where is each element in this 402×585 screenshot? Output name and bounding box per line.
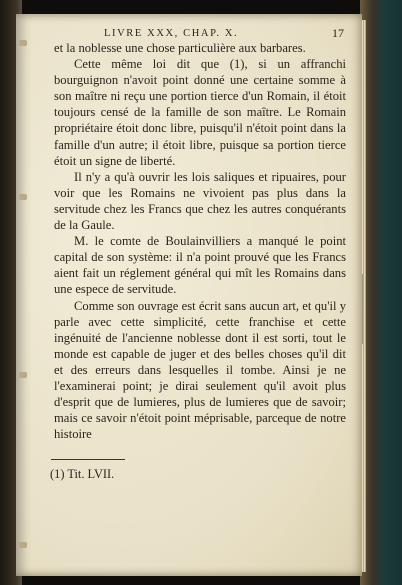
- book-cover-right: [360, 0, 402, 585]
- paragraph: Cette même loi dit que (1), si un affranchi bourguignon n'avoit point donné une certaine somme à son maître ni reçu une portion tierce d'un Romain, il étoit toujours censé de la famille de son maître. Le Romain propriétaire étoit donc libre, puisqu'il n'étoit point dans la famille d'un autre; il étoit libre, puisque sa portion tierce étoit un signe de liberté.: [54, 57, 346, 168]
- paragraph: Comme son ouvrage est écrit sans aucun art, et qu'il y parle avec cette simplicité, cette franchise et cette ingénuité de l'ancienne noblesse dont il est sorti, tout le monde est capable de juger et des belles choses qu'il dit et des erreurs dans lesquelles il tombe. Ainsi je ne l'examinerai point; je dirai seulement qu'il avoit plus d'esprit que de lumieres, plus de lumieres que de savoir; mais ce savoir n'étoit point méprisable, parceque de notre histoire: [54, 298, 346, 442]
- page-content: [50, 22, 346, 482]
- running-head: LIVRE XXX, CHAP. X.: [104, 28, 239, 39]
- paragraph: et la noblesse une chose particulière aux barbares.: [54, 41, 306, 55]
- body-text: [54, 40, 346, 442]
- page-header: [54, 22, 346, 40]
- footnote-rule: [51, 459, 125, 460]
- page-number: 17: [332, 26, 344, 40]
- paragraph: Il n'y a qu'à ouvrir les lois saliques et ripuaires, pour voir que les Romains ne vivoient pas plus dans la servitude chez les Francs que chez les autres conquérants de la Gaule.: [54, 169, 346, 233]
- footnote: (1) Tit. LVII.: [50, 467, 115, 482]
- margin-bracket: [354, 274, 363, 344]
- paragraph: M. le comte de Boulainvilliers a manqué le point capital de son système: il n'a point prouvé que les Francs aient fait un réglement général qui mît les Romains dans une espece de servitude.: [54, 234, 346, 297]
